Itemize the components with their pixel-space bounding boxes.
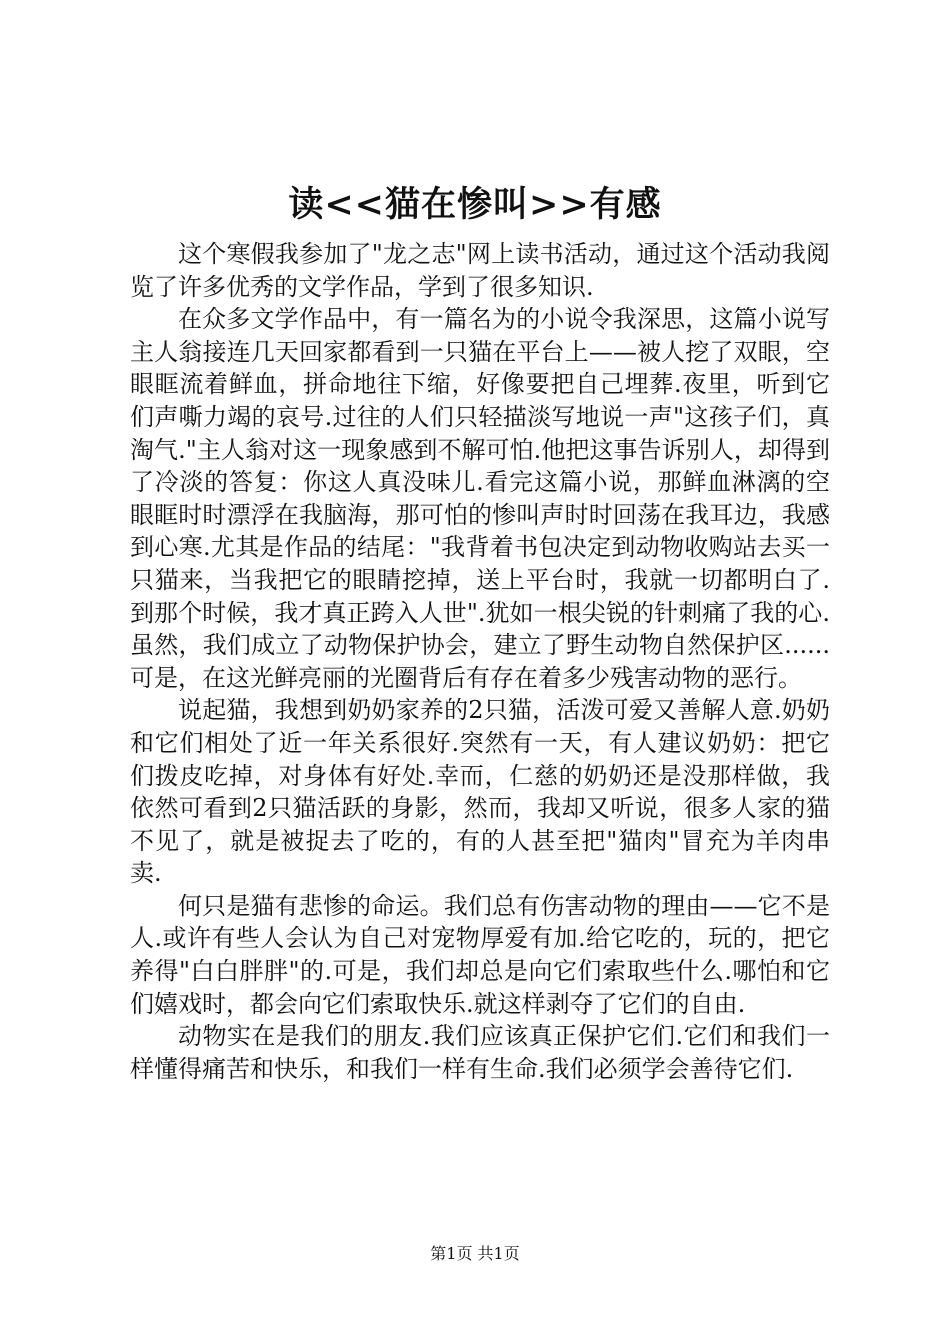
paragraph-4: 何只是猫有悲惨的命运。我们总有伤害动物的理由——它不是人.或许有些人会认为自己对宠物厚爱有加.给它吃的，玩的，把它养得"白白胖胖"的.可是，我们却总是向它们索取些什么.哪怕和它们嬉戏时，都会向它们索取快乐.就这样剥夺了它们的自由. [130, 891, 830, 1018]
paragraph-2: 在众多文学作品中，有一篇名为的小说令我深思，这篇小说写主人翁接连几天回家都看到一只猫在平台上——被人挖了双眼，空眼眶流着鲜血，拼命地往下缩，好像要把自己埋葬.夜里，听到它们声嘶力竭的哀号.过往的人们只轻描淡写地说一声"这孩子们，真淘气."主人翁对这一现象感到不解可怕.他把这事告诉别人，却得到了冷淡的答复：你这人真没味儿.看完这篇小说，那鲜血淋漓的空眼眶时时漂浮在我脑海，那可怕的惨叫声时时回荡在我耳边，我感到心寒.尤其是作品的结尾："我背着书包决定到动物收购站去买一只猫来，当我把它的眼睛挖掉，送上平台时，我就一切都明白了.到那个时候，我才真正跨入人世".犹如一根尖锐的针刺痛了我的心.虽然，我们成立了动物保护协会，建立了野生动物自然保护区......可是，在这光鲜亮丽的光圈背后有存在着多少残害动物的恶行。 [130, 305, 830, 692]
document-title: 读<<猫在惨叫>>有感 [288, 184, 662, 225]
paragraph-1: 这个寒假我参加了"龙之志"网上读书活动，通过这个活动我阅览了许多优秀的文学作品，学到了很多知识. [130, 240, 830, 301]
document-body [130, 238, 830, 1085]
page-number-footer: 第1页 共1页 [430, 1244, 520, 1263]
paragraph-5: 动物实在是我们的朋友.我们应该真正保护它们.它们和我们一样懂得痛苦和快乐，和我们一样有生命.我们必须学会善待它们. [130, 1022, 830, 1083]
paragraph-3: 说起猫，我想到奶奶家养的2只猫，活泼可爱又善解人意.奶奶和它们相处了近一年关系很好.突然有一天，有人建议奶奶：把它们拨皮吃掉，对身体有好处.幸而，仁慈的奶奶还是没那样做，我依然可看到2只猫活跃的身影，然而，我却又听说，很多人家的猫不见了，就是被捉去了吃的，有的人甚至把"猫肉"冒充为羊肉串卖. [130, 696, 830, 888]
